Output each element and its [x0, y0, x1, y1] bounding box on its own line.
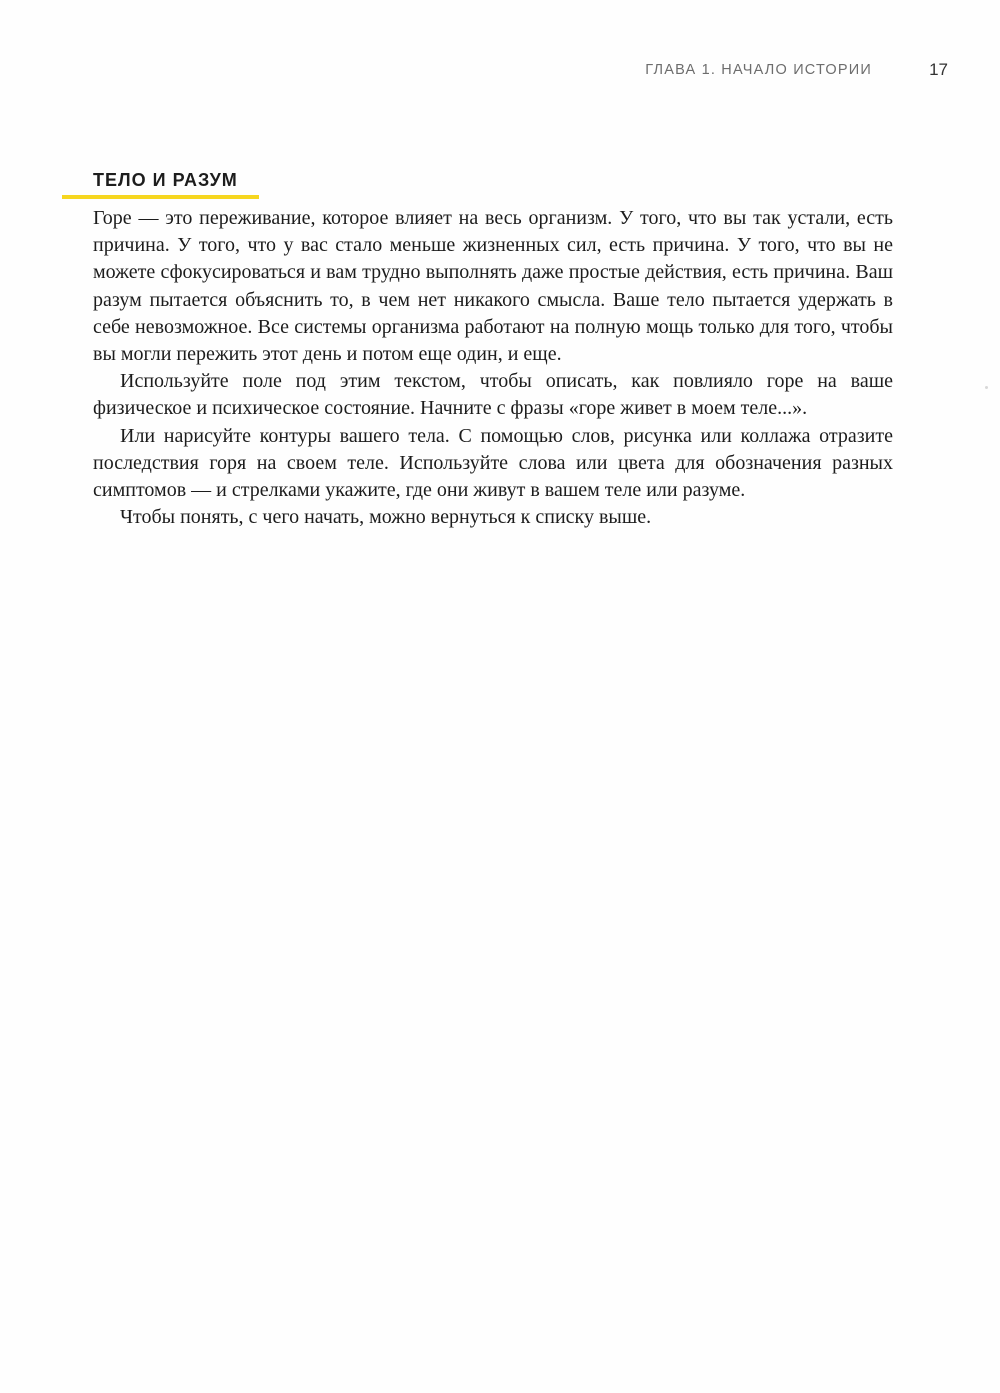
title-highlight-bar — [62, 195, 259, 199]
paragraph-4: Чтобы понять, с чего начать, можно вернуться к списку выше. — [120, 506, 652, 529]
running-header: ГЛАВА 1. НАЧАЛО ИСТОРИИ — [645, 62, 872, 78]
scan-mark — [985, 386, 988, 389]
paragraph-1: Горе — это переживание, которое влияет на весь организм. У того, что вы так устали, есть причина. У того, что у вас стало меньше жизненных сил, есть причина. У того, что вы не можете сфокусироваться и вам трудно выполнять даже простые действия, есть причина. Ваш разум пытается объяснить то, в чем нет никакого смысла. Ваше тело пытается удержать в себе невозможное. Все системы организма работают на полную мощь только для того, чтобы вы могли пережить этот день и потом еще один, и еще. — [93, 207, 893, 366]
paragraph-2: Используйте поле под этим текстом, чтобы описать, как повлияло горе на ваше физическое и психическое состояние. Начните с фразы «горе живет в моем теле...». — [93, 370, 893, 420]
paragraph-3: Или нарисуйте контуры вашего тела. С помощью слов, рисунка или коллажа отразите последствия горя на своем теле. Используйте слова или цвета для обозначения разных симптомов — и стрелками укажите, где они живут в вашем теле или разуме. — [93, 424, 893, 502]
section-title: ТЕЛО И РАЗУМ — [93, 170, 238, 190]
page-number: 17 — [929, 60, 948, 79]
body-text — [93, 205, 893, 531]
